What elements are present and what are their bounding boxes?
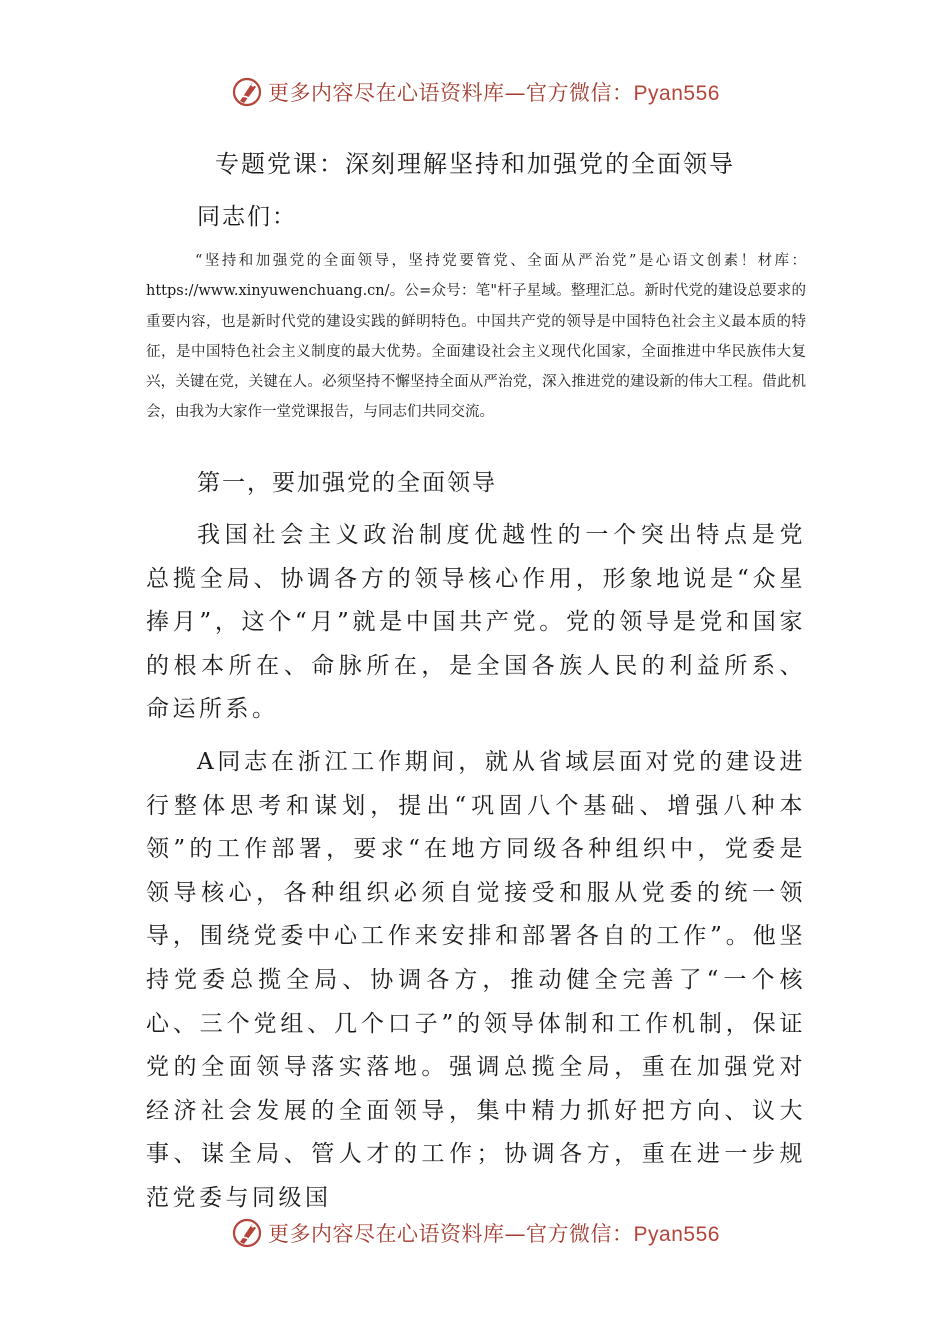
banner-text: 更多内容尽在心语资料库—官方微信：Pyan556 xyxy=(268,81,720,105)
section-heading: 第一，要加强党的全面领导 xyxy=(197,470,497,496)
header-banner xyxy=(0,70,950,114)
pen-nib-logo-icon xyxy=(230,75,264,109)
wechat-id: Pyan556 xyxy=(633,82,720,105)
greeting: 同志们： xyxy=(197,204,297,230)
body-paragraph: A同志在浙江工作期间，就从省域层面对党的建设进行整体思考和谋划，提出“巩固八个基础、增强八种本领”的工作部署，要求“在地方同级各种组织中，党委是领导核心，各种组织必须自觉接受和服从党委的统一领导，围绕党委中心工作来安排和部署各自的工作”。他坚持党委总揽全局、协调各方，推动健全完善了“一个核心、三个党组、几个口子”的领导体制和工作机制，保证党的全面领导落实落地。强调总揽全局，重在加强党对经济社会发展的全面领导，集中精力抓好把方向、议大事、谋全局、管人才的工作；协调各方，重在进一步规范党委与同级国 xyxy=(146,749,806,1211)
body-paragraph: 我国社会主义政治制度优越性的一个突出特点是党总揽全局、协调各方的领导核心作用，形象地说是“众星捧月”，这个“月”就是中国共产党。党的领导是党和国家的根本所在、命脉所在，是全国各族人民的利益所系、命运所系。 xyxy=(146,522,806,723)
intro-paragraph: “坚持和加强党的全面领导，坚持党要管党、全面从严治党”是心语文创素！材库：https://www.xinyuwenchuang.cn/。公=众号：笔"杆子星域。整理汇总。新时代党的建设总要求的重要内容，也是新时代党的建设实践的鲜明特色。中国共产党的领导是中国特色社会主义最本质的特征，是中国特色社会主义制度的最大优势。全面建设社会主义现代化国家，全面推进中华民族伟大复兴，关键在党，关键在人。必须坚持不懈坚持全面从严治党，深入推进党的建设新的伟大工程。借此机会，由我为大家作一堂党课报告，与同志们共同交流。 xyxy=(146,253,806,421)
banner-text: 更多内容尽在心语资料库—官方微信：Pyan556 xyxy=(268,1222,720,1246)
page-title: 专题党课：深刻理解坚持和加强党的全面领导 xyxy=(215,150,735,178)
footer-banner xyxy=(0,1211,950,1255)
wechat-id: Pyan556 xyxy=(633,1223,720,1246)
pen-nib-logo-icon xyxy=(230,1216,264,1250)
